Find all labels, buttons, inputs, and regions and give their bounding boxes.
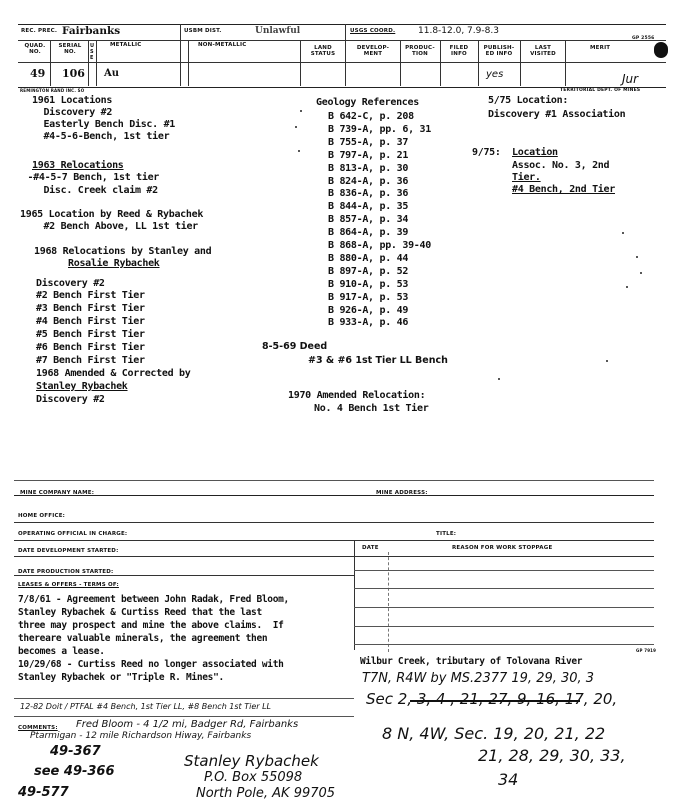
- text-line: Stanley Rybachek or "Triple R. Mines".: [18, 672, 224, 683]
- usbm-dist-value: Unlawful: [255, 26, 301, 36]
- text-line: #2 Bench Above, LL 1st tier: [32, 221, 198, 232]
- geology-ref: B 797-A, p. 21: [328, 149, 409, 161]
- last-visited-label: LAST VISITED: [530, 45, 556, 57]
- geology-ref: B 857-A, p. 34: [328, 214, 409, 226]
- text-line: three may prospect and mine the above claims. If: [18, 620, 284, 631]
- text-line: 7/8/61 - Agreement between John Radak, Fred Bloom,: [18, 594, 289, 605]
- gp-stamp: GP 2556: [632, 36, 655, 41]
- usgs-coord-label: USGS COORD.: [350, 28, 396, 34]
- mine-company-label: MINE COMPANY NAME:: [20, 490, 95, 496]
- geology-title: Geology References: [316, 97, 419, 108]
- merit-label: MERIT: [590, 45, 611, 51]
- loc-1965-heading: 1965 Location by Reed & Rybachek: [20, 209, 204, 220]
- geology-ref: B 755-A, p. 37: [328, 136, 409, 148]
- geology-ref: B 739-A, pp. 6, 31: [328, 123, 431, 135]
- reloc-1968-heading: 1968 Relocations by Stanley and: [34, 246, 212, 257]
- punch-hole: [654, 42, 668, 58]
- handwriting: Ptarmigan - 12 mile Richardson Hiway, Fairbanks: [30, 731, 252, 741]
- development-label: DEVELOP-MENT: [356, 45, 390, 57]
- date-production-label: DATE PRODUCTION STARTED:: [18, 569, 114, 575]
- date-col-label: DATE: [362, 545, 379, 551]
- rec-prec-label: REC. PREC.: [21, 28, 58, 34]
- title-label: TITLE:: [436, 531, 457, 537]
- geology-ref: B 642-C, p. 208: [328, 111, 414, 122]
- handwriting: North Pole, AK 99705: [196, 786, 336, 801]
- non-metallic-label: NON-METALLIC: [198, 42, 247, 48]
- geology-ref: B 880-A, p. 44: [328, 252, 409, 264]
- text-line: #3 & #6 1st Tier LL Bench: [308, 355, 448, 366]
- text-line: Location: [512, 147, 558, 158]
- initials: Jur: [622, 72, 639, 86]
- creek-text: Wilbur Creek, tributary of Tolovana River: [360, 656, 583, 667]
- land-status-label: LAND STATUS: [310, 45, 336, 57]
- quad-no-value: 49: [30, 67, 46, 80]
- geology-ref: B 844-A, p. 35: [328, 201, 409, 213]
- filed-info-label: FILED INFO: [449, 45, 469, 57]
- published-info-label: PUBLISH-ED INFO: [483, 45, 515, 57]
- metallic-value: Au: [104, 68, 120, 79]
- geology-ref: B 897-A, p. 52: [328, 265, 409, 277]
- published-info-value: yes: [486, 69, 504, 80]
- text-line: Discovery #2: [36, 394, 105, 405]
- geology-ref: B 836-A, p. 36: [328, 188, 409, 200]
- text-line: #6 Bench First Tier: [36, 342, 145, 353]
- text-line: Assoc. No. 3, 2nd: [512, 160, 610, 171]
- text-line: #2 Bench First Tier: [36, 290, 145, 301]
- text-line: 8-5-69 Deed: [262, 341, 328, 352]
- handwriting: 8 N, 4W, Sec. 19, 20, 21, 22: [382, 724, 606, 743]
- handwriting: 12-82 Doit / PTFAL #4 Bench, 1st Tier LL, #8 Bench 1st Tier LL: [20, 702, 272, 711]
- text-line: #4 Bench, 2nd Tier: [512, 184, 615, 195]
- text-line: becomes a lease.: [18, 646, 105, 657]
- text-line: 1968 Amended & Corrected by: [36, 368, 191, 379]
- geology-ref: B 917-A, p. 53: [328, 291, 409, 303]
- serial-no-label: SERIAL NO.: [58, 43, 82, 55]
- text-line: thereare valuable minerals, the agreement then: [18, 633, 268, 644]
- text-line: Tier.: [512, 172, 541, 183]
- text-line: #4 Bench First Tier: [36, 316, 145, 327]
- text-line: No. 4 Bench 1st Tier: [314, 403, 429, 414]
- text-line: #3 Bench First Tier: [36, 303, 145, 314]
- handwriting: P.O. Box 55098: [204, 770, 303, 785]
- text-line: Discovery #2: [32, 107, 113, 118]
- quad-no-label: QUAD. NO.: [24, 43, 46, 55]
- text-line: Discovery #2: [36, 278, 105, 289]
- geology-ref: B 824-A, p. 36: [328, 175, 409, 187]
- metallic-label: METALLIC: [110, 42, 142, 48]
- handwriting: Sec 2, 3, 4 , 21, 27, 9, 16, 17, 20,: [366, 690, 618, 708]
- text-line: Disc. Creek claim #2: [32, 185, 158, 196]
- text-line: Rosalie Rybachek: [68, 258, 160, 269]
- geology-ref: B 926-A, p. 49: [328, 304, 409, 316]
- production-label: PRODUC-TION: [405, 45, 435, 57]
- geology-ref: B 933-A, p. 46: [328, 317, 409, 329]
- home-office-label: HOME OFFICE:: [18, 513, 66, 519]
- text-line: 5/75 Location:: [488, 95, 569, 106]
- text-line: #5 Bench First Tier: [36, 329, 145, 340]
- printer-label: REMINGTON RAND INC. SO: [20, 88, 85, 93]
- geology-ref: B 813-A, p. 30: [328, 162, 409, 174]
- operating-official-label: OPERATING OFFICIAL IN CHARGE:: [18, 531, 128, 537]
- handwriting: 21, 28, 29, 30, 33,: [478, 746, 626, 765]
- text-line: -#4-5-7 Bench, 1st tier: [16, 172, 160, 183]
- reason-col-label: REASON FOR WORK STOPPAGE: [452, 545, 553, 551]
- handwriting: T7N, R4W by MS.2377 19, 29, 30, 3: [362, 671, 595, 686]
- reloc-1963-heading: 1963 Relocations: [32, 160, 124, 171]
- text-line: #7 Bench First Tier: [36, 355, 145, 366]
- leases-label: LEASES & OFFERS - TERMS OF:: [18, 582, 119, 588]
- handwriting: Stanley Rybachek: [184, 752, 319, 770]
- geology-ref: B 910-A, p. 53: [328, 278, 409, 290]
- loc-1961-heading: 1961 Locations: [32, 95, 113, 106]
- geology-ref: B 864-A, p. 39: [328, 227, 409, 239]
- text-line: 9/75:: [472, 147, 501, 158]
- text-line: 10/29/68 - Curtiss Reed no longer associated with: [18, 659, 284, 670]
- text-line: Stanley Rybachek & Curtiss Reed that the last: [18, 607, 262, 618]
- text-line: #4-5-6-Bench, 1st tier: [32, 131, 170, 142]
- mine-address-label: MINE ADDRESS:: [376, 490, 428, 496]
- usbm-dist-label: USBM DIST.: [184, 28, 222, 34]
- use-label: U S E: [90, 43, 95, 61]
- text-line: Easterly Bench Disc. #1: [32, 119, 176, 130]
- rec-prec-value: Fairbanks: [62, 25, 121, 37]
- handwriting: 49-577: [18, 785, 69, 800]
- bureau-label: TERRITORIAL DEPT. OF MINES: [560, 88, 641, 93]
- geology-ref: B 868-A, pp. 39-40: [328, 240, 431, 251]
- handwriting: 49-367: [50, 744, 101, 759]
- serial-no-value: 106: [62, 67, 85, 80]
- text-line: Stanley Rybachek: [36, 381, 128, 392]
- gp-stamp-2: GP 7919: [636, 648, 657, 653]
- handwriting: Fred Bloom - 4 1/2 mi, Badger Rd, Fairbanks: [76, 719, 299, 730]
- text-line: Discovery #1 Association: [488, 109, 626, 120]
- date-development-label: DATE DEVELOPMENT STARTED:: [18, 548, 119, 554]
- usgs-coord-value: 11.8-12.0, 7.9-8.3: [418, 26, 499, 36]
- handwriting: see 49-366: [34, 764, 115, 779]
- comments-label: COMMENTS:: [18, 725, 58, 731]
- handwriting: 34: [498, 770, 519, 789]
- text-line: 1970 Amended Relocation:: [288, 390, 426, 401]
